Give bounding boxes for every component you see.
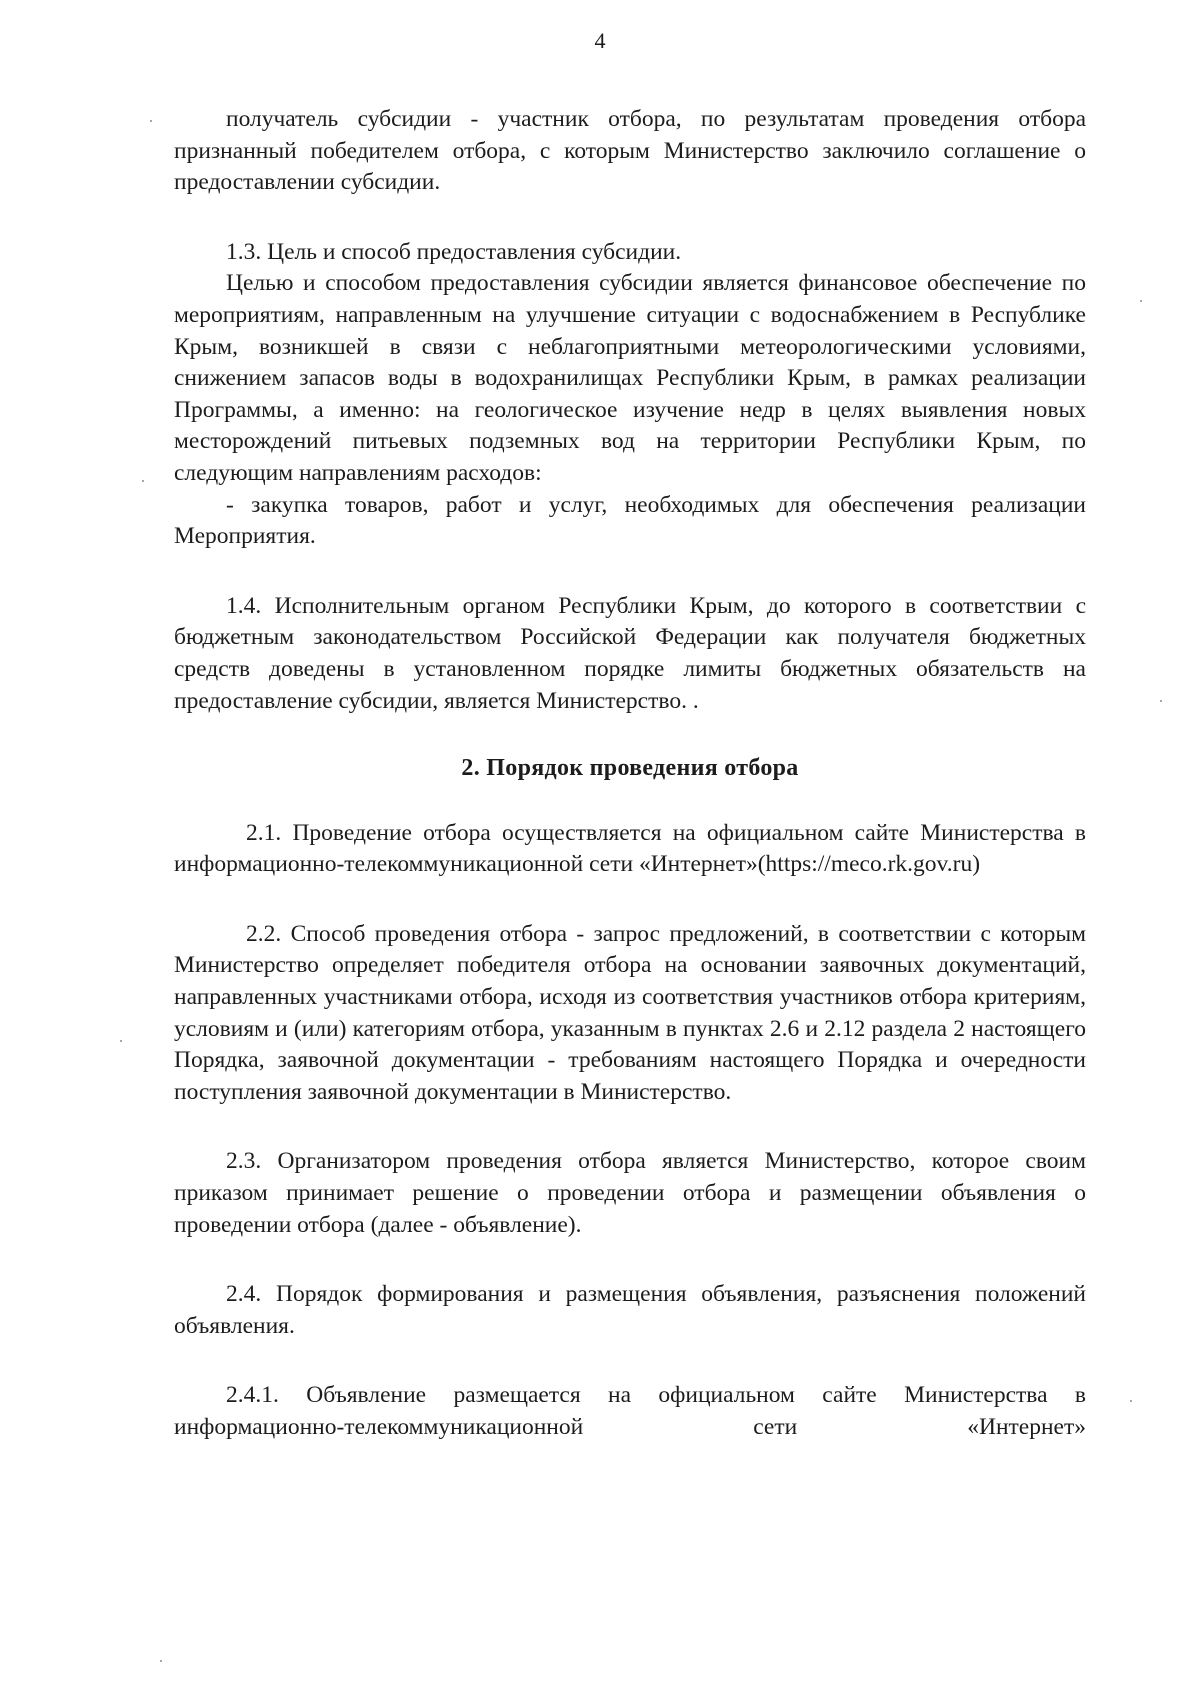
scan-speck — [150, 120, 152, 122]
page-number: 4 — [594, 28, 606, 53]
clause-2-4-1: 2.4.1. Объявление размещается на официальном сайте Министерства в информационно-телекоммуникационной сети «Интернет» — [174, 1382, 1086, 1440]
clause-1-3-list-item: - закупка товаров, работ и услуг, необходимых для обеспечения реализации Мероприятия. — [174, 491, 1086, 550]
paragraph-recipient-definition: получатель субсидии - участник отбора, по результатам проведения отбора признанный победителем отбора, с которым Министерство заключило соглашение о предоставлении субсидии. — [174, 106, 1086, 196]
scan-speck — [120, 1040, 122, 1042]
clause-2-3: 2.3. Организатором проведения отбора является Министерство, которое своим приказом принимает решение о проведении отбора и размещении объявления о проведении отбора (далее - объявление). — [174, 1148, 1086, 1238]
clause-1-3-title: 1.3. Цель и способ предоставления субсидии. — [226, 238, 682, 265]
clause-2-1: 2.1. Проведение отбора осуществляется на официальном сайте Министерства в информационно-телекоммуникационной сети «Интернет»(https://meco.rk.gov.ru) — [174, 819, 1086, 878]
scan-speck — [1160, 700, 1162, 702]
clause-1-3-body: Целью и способом предоставления субсидии является финансовое обеспечение по мероприятиям, направленным на улучшение ситуации с водоснабжением в Республике Крым, возникшей в связи с неблагоприятными метеорологическими условиями, снижением запасов воды в водохранилищах Республики Крым, в рамках реализации Программы, а именно: на геологическое изучение недр в целях выявления новых месторождений питьевых подземных вод на территории Республики Крым, по следующим направлениям расходов: — [174, 270, 1086, 486]
scan-speck — [1130, 1400, 1132, 1402]
section-2-heading: 2. Порядок проведения отбора — [461, 755, 799, 782]
clause-2-4: 2.4. Порядок формирования и размещения объявления, разъяснения положений объявления. — [174, 1281, 1086, 1339]
scan-speck — [142, 480, 144, 482]
scan-speck — [1140, 300, 1142, 302]
clause-2-2: 2.2. Способ проведения отбора - запрос предложений, в соответствии с которым Министерство определяет победителя отбора на основании заявочных документаций, направленных участниками отбора, исходя из соответствия участников отбора критериям, условиям и (или) категориям отбора, указанным в пунктах 2.6 и 2.12 раздела 2 настоящего Порядка, заявочной документации - требованиям настоящего Порядка и очередности поступления заявочной документации в Министерство. — [174, 920, 1086, 1105]
clause-1-4: 1.4. Исполнительным органом Республики Крым, до которого в соответствии с бюджетным законодательством Российской Федерации как получателя бюджетных средств доведены в установленном порядке лимиты бюджетных обязательств на предоставление субсидии, является Министерство. . — [174, 592, 1086, 714]
document-body — [174, 104, 1086, 1444]
scan-speck — [160, 1660, 162, 1662]
